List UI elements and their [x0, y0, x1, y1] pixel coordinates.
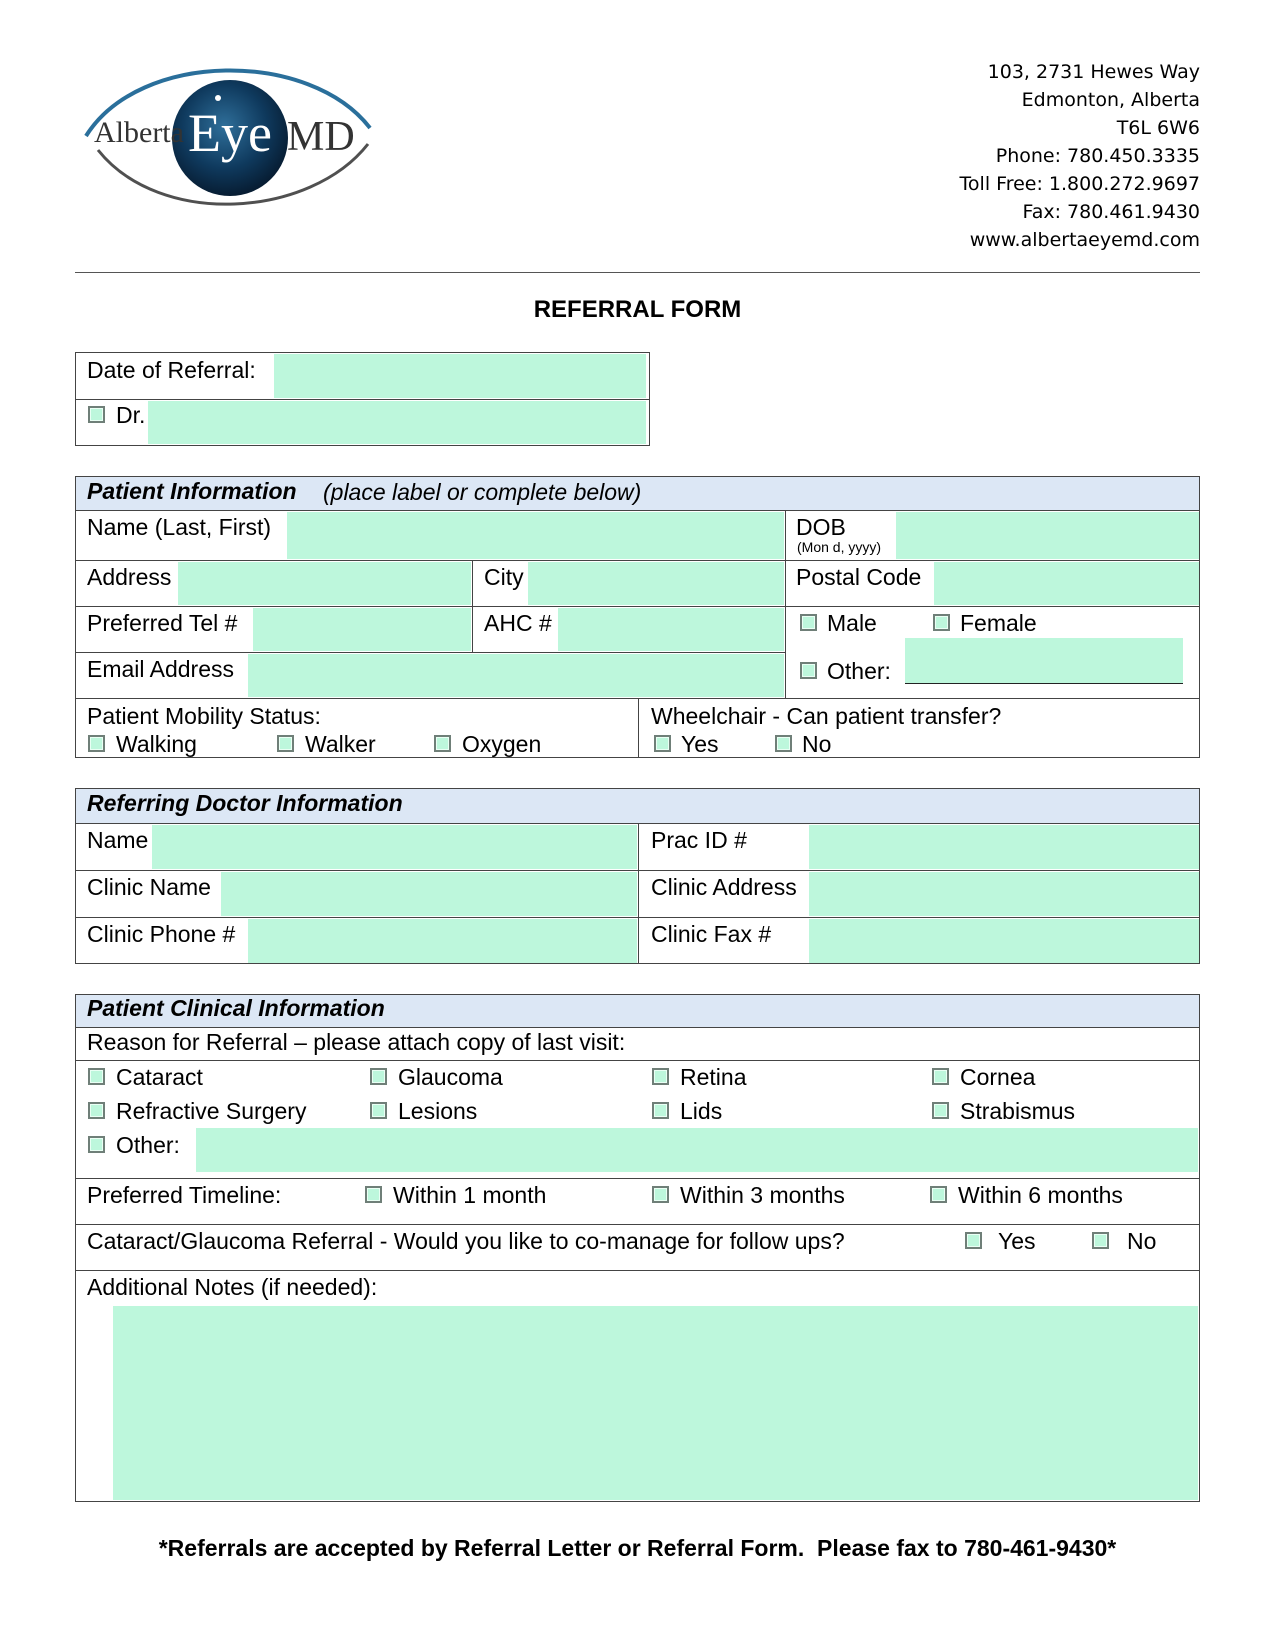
walking-checkbox[interactable]: [88, 735, 105, 752]
clinic-name-input[interactable]: [221, 872, 637, 916]
dob-hint: (Mon d, yyyy): [797, 539, 882, 555]
lesions-checkbox[interactable]: [370, 1102, 387, 1119]
postal-code-input[interactable]: [934, 562, 1199, 605]
retina-checkbox[interactable]: [652, 1068, 669, 1085]
divider: [75, 606, 1200, 607]
patient-info-subtitle: (place label or complete below): [323, 479, 642, 505]
patient-name-input[interactable]: [287, 512, 784, 559]
email-input[interactable]: [248, 654, 784, 697]
toll-free-text: Toll Free: 1.800.272.9697: [959, 173, 1200, 195]
doctor-info-title: Referring Doctor Information: [87, 790, 403, 816]
refractive-surgery-label: Refractive Surgery: [116, 1098, 307, 1124]
clinic-name-label: Clinic Name: [87, 874, 211, 900]
wheelchair-yes-checkbox[interactable]: [654, 735, 671, 752]
lids-label: Lids: [680, 1098, 723, 1124]
footer-note: *Referrals are accepted by Referral Letter or Referral Form. Please fax to 780-461-9430*: [158, 1535, 1117, 1561]
cornea-checkbox[interactable]: [932, 1068, 949, 1085]
city-input[interactable]: [528, 562, 784, 605]
fax-text: Fax: 780.461.9430: [1022, 201, 1200, 223]
preferred-tel-label: Preferred Tel #: [87, 610, 238, 636]
header-divider: [75, 272, 1200, 273]
prac-id-input[interactable]: [809, 825, 1199, 869]
logo-left-text: Alberta: [94, 116, 184, 149]
other-gender-label: Other:: [827, 658, 891, 684]
within-1-month-label: Within 1 month: [393, 1182, 547, 1208]
divider: [75, 1060, 1200, 1061]
city-label: City: [484, 564, 524, 590]
divider: [75, 1027, 1200, 1028]
cataract-label: Cataract: [116, 1064, 203, 1090]
preferred-timeline-label: Preferred Timeline:: [87, 1182, 282, 1208]
divider: [75, 1224, 1200, 1225]
comanage-label: Cataract/Glaucoma Referral - Would you like to co-manage for follow ups?: [87, 1228, 845, 1254]
lids-checkbox[interactable]: [652, 1102, 669, 1119]
divider: [638, 823, 639, 964]
logo: [80, 58, 380, 208]
other-reason-label: Other:: [116, 1132, 180, 1158]
divider: [638, 698, 639, 758]
clinic-address-input[interactable]: [809, 872, 1199, 916]
phone-text: Phone: 780.450.3335: [995, 145, 1200, 167]
dr-input[interactable]: [148, 401, 646, 444]
date-of-referral-label: Date of Referral:: [87, 357, 256, 383]
email-label: Email Address: [87, 656, 235, 682]
divider: [75, 399, 650, 400]
cornea-label: Cornea: [960, 1064, 1036, 1090]
address-line-1: 103, 2731 Hewes Way: [987, 61, 1200, 83]
wheelchair-label: Wheelchair - Can patient transfer?: [651, 703, 1002, 729]
comanage-no-label: No: [1127, 1228, 1157, 1254]
glaucoma-label: Glaucoma: [398, 1064, 503, 1090]
female-label: Female: [960, 610, 1037, 636]
male-checkbox[interactable]: [800, 614, 817, 631]
divider: [75, 1178, 1200, 1179]
dr-checkbox[interactable]: [88, 406, 105, 423]
additional-notes-label: Additional Notes (if needed):: [87, 1274, 378, 1300]
comanage-no-checkbox[interactable]: [1092, 1232, 1109, 1249]
patient-info-title: Patient Information: [87, 478, 297, 504]
divider: [472, 560, 473, 652]
clinic-address-label: Clinic Address: [651, 874, 797, 900]
address-line-2: Edmonton, Alberta: [1021, 89, 1200, 111]
doctor-name-input[interactable]: [152, 825, 637, 869]
walker-checkbox[interactable]: [277, 735, 294, 752]
address-line-3: T6L 6W6: [1116, 117, 1200, 139]
comanage-yes-checkbox[interactable]: [965, 1232, 982, 1249]
other-reason-input[interactable]: [196, 1128, 1198, 1172]
date-of-referral-input[interactable]: [274, 354, 646, 398]
doctor-name-label: Name: [87, 827, 149, 853]
divider: [75, 1270, 1200, 1271]
cataract-checkbox[interactable]: [88, 1068, 105, 1085]
clinic-fax-input[interactable]: [809, 919, 1199, 963]
other-gender-checkbox[interactable]: [800, 662, 817, 679]
male-label: Male: [827, 610, 877, 636]
mobility-status-label: Patient Mobility Status:: [87, 703, 321, 729]
within-1-month-checkbox[interactable]: [365, 1186, 382, 1203]
reason-for-referral-label: Reason for Referral – please attach copy of last visit:: [87, 1029, 626, 1055]
refractive-surgery-checkbox[interactable]: [88, 1102, 105, 1119]
clinical-info-title: Patient Clinical Information: [87, 995, 385, 1021]
strabismus-label: Strabismus: [960, 1098, 1076, 1124]
address-label: Address: [87, 564, 172, 590]
logo-center-text: Eye: [188, 103, 272, 163]
wheelchair-yes-label: Yes: [681, 731, 719, 757]
walking-label: Walking: [116, 731, 197, 757]
ahc-input[interactable]: [558, 608, 784, 651]
clinic-phone-input[interactable]: [248, 919, 637, 963]
ahc-label: AHC #: [484, 610, 552, 636]
divider: [75, 510, 1200, 511]
website-text: www.albertaeyemd.com: [969, 229, 1200, 251]
within-3-months-checkbox[interactable]: [652, 1186, 669, 1203]
comanage-yes-label: Yes: [998, 1228, 1036, 1254]
clinic-phone-label: Clinic Phone #: [87, 921, 236, 947]
form-title: REFERRAL FORM: [533, 296, 742, 323]
retina-label: Retina: [680, 1064, 747, 1090]
patient-name-label: Name (Last, First): [87, 514, 272, 540]
other-reason-checkbox[interactable]: [88, 1136, 105, 1153]
within-6-months-label: Within 6 months: [958, 1182, 1123, 1208]
walker-label: Walker: [305, 731, 376, 757]
within-6-months-checkbox[interactable]: [930, 1186, 947, 1203]
dob-input[interactable]: [896, 512, 1199, 559]
preferred-tel-input[interactable]: [253, 608, 471, 651]
address-input[interactable]: [178, 562, 471, 605]
contact-block: [880, 58, 1200, 258]
wheelchair-no-checkbox[interactable]: [775, 735, 792, 752]
divider: [75, 652, 785, 653]
postal-code-label: Postal Code: [796, 564, 922, 590]
glaucoma-checkbox[interactable]: [370, 1068, 387, 1085]
clinic-fax-label: Clinic Fax #: [651, 921, 772, 947]
prac-id-label: Prac ID #: [651, 827, 747, 853]
additional-notes-input[interactable]: [113, 1306, 1198, 1500]
oxygen-checkbox[interactable]: [434, 735, 451, 752]
divider: [75, 560, 1200, 561]
dob-label: DOB: [796, 514, 846, 540]
dr-label: Dr.: [116, 402, 146, 428]
within-3-months-label: Within 3 months: [680, 1182, 845, 1208]
strabismus-checkbox[interactable]: [932, 1102, 949, 1119]
other-gender-input[interactable]: [905, 638, 1183, 684]
logo-right-text: MD: [287, 114, 355, 160]
female-checkbox[interactable]: [933, 614, 950, 631]
divider: [785, 510, 786, 698]
lesions-label: Lesions: [398, 1098, 478, 1124]
oxygen-label: Oxygen: [462, 731, 542, 757]
wheelchair-no-label: No: [802, 731, 832, 757]
